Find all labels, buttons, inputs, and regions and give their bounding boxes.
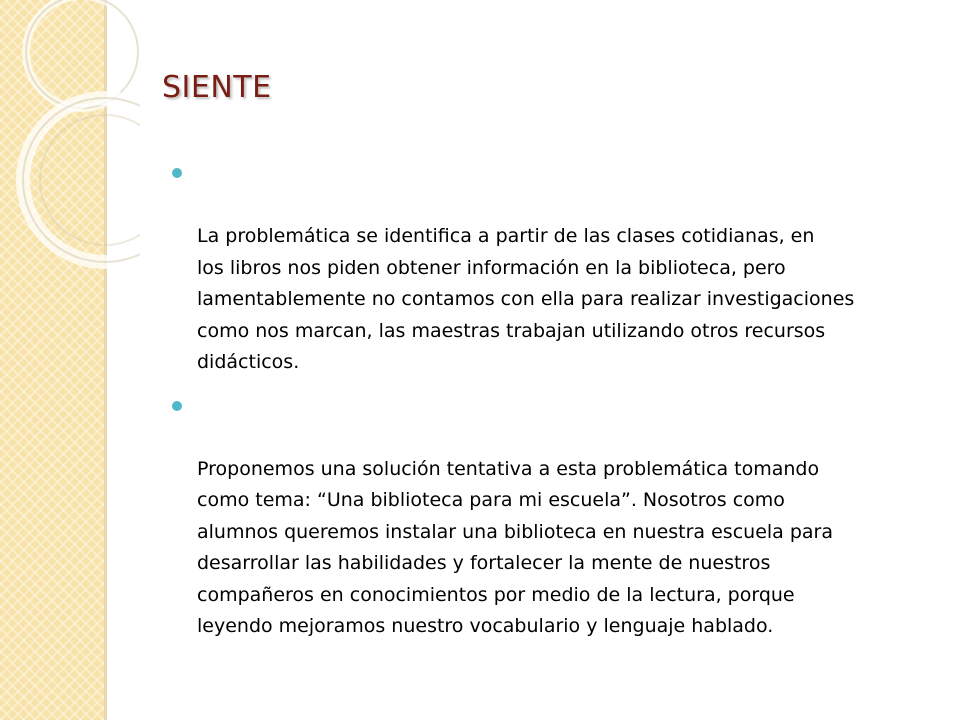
decorative-rings-icon	[0, 0, 140, 320]
slide-title: SIENTE	[162, 70, 272, 105]
list-item	[162, 158, 922, 379]
bullet-text: Proponemos una solución tentativa a esta problemática tomando como tema: “Una biblioteca para mi escuela”. Nosotros como alumnos queremos instalar una biblioteca en nuestra escuela para desarrollar las habilidades y fortalecer la mente de nuestros compañeros en conocimientos por medio de la lectura, porque leyendo mejoramos nuestro vocabulario y lenguaje hablado.	[197, 457, 833, 637]
bullet-text: La problemática se identifica a partir de las clases cotidianas, en los libros nos piden obtener información en la biblioteca, pero lamentablemente no contamos con ella para realizar investigaciones como nos marcan, las maestras trabajan utilizando otros recursos didácticos.	[197, 225, 855, 373]
bullet-list	[162, 158, 922, 655]
list-item	[162, 391, 922, 643]
circle-bullet-icon	[172, 401, 182, 411]
circle-bullet-icon	[172, 168, 182, 178]
